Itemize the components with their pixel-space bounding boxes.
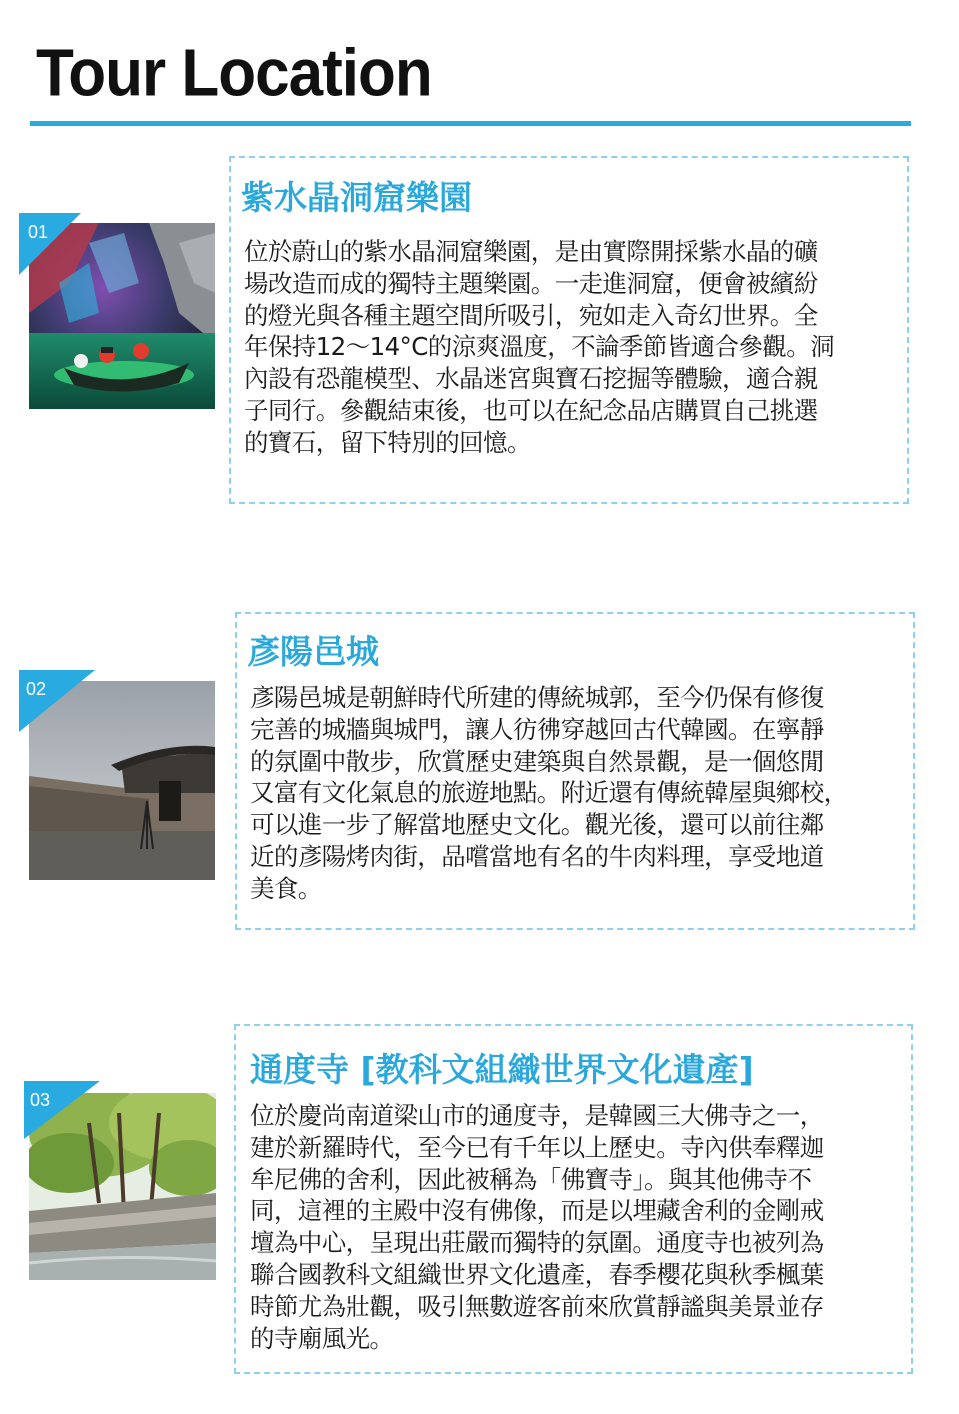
description-line: 完善的城牆與城門，讓人彷彿穿越回古代韓國。在寧靜: [250, 714, 824, 744]
description-line: 彥陽邑城是朝鮮時代所建的傳統城郭，至今仍保有修復: [250, 683, 824, 712]
location-name: 彥陽邑城: [247, 632, 379, 671]
description-line: 的氛圍中散步，欣賞歷史建築與自然景觀，是一個悠閒: [250, 746, 824, 776]
location-description: [244, 236, 904, 459]
number-label: 02: [26, 679, 47, 699]
description-line: 的寶石，留下特別的回憶。: [244, 427, 531, 457]
description-line: 年保持12～14°C的涼爽溫度，不論季節皆適合參觀。洞: [244, 332, 835, 362]
description-line: 牟尼佛的舍利，因此被稱為「佛寶寺」。與其他佛寺不: [250, 1164, 812, 1194]
location-name: 通度寺 [教科文組織世界文化遺產]: [250, 1050, 754, 1089]
description-line: 美食。: [250, 873, 322, 903]
location-description: [250, 1100, 910, 1354]
page-title: Tour Location: [36, 36, 432, 111]
description-line: 又富有文化氣息的旅遊地點。附近還有傳統韓屋與鄉校，: [250, 778, 848, 808]
location-name: 紫水晶洞窟樂園: [241, 178, 472, 217]
description-line: 子同行。參觀結束後，也可以在紀念品店購買自己挑選: [244, 395, 818, 425]
description-line: 場改造而成的獨特主題樂園。一走進洞窟，便會被繽紛: [244, 268, 818, 298]
description-line: 位於蔚山的紫水晶洞窟樂園，是由實際開採紫水晶的礦: [244, 237, 818, 266]
location-description: [250, 682, 910, 905]
description-line: 可以進一步了解當地歷史文化。觀光後，還可以前往鄰: [250, 810, 824, 840]
number-label: 01: [28, 222, 49, 242]
number-label: 03: [30, 1090, 51, 1110]
description-line: 同，這裡的主殿中沒有佛像，而是以埋藏舍利的金剛戒: [250, 1196, 824, 1226]
description-line: 位於慶尚南道梁山市的通度寺，是韓國三大佛寺之一，: [250, 1101, 824, 1130]
description-line: 建於新羅時代，至今已有千年以上歷史。寺內供奉釋迦: [250, 1132, 824, 1162]
description-line: 的寺廟風光。: [250, 1323, 394, 1353]
description-line: 聯合國教科文組織世界文化遺產，春季櫻花與秋季楓葉: [250, 1259, 824, 1289]
description-line: 壇為中心，呈現出莊嚴而獨特的氛圍。通度寺也被列為: [250, 1228, 824, 1258]
title-divider: [30, 121, 911, 126]
description-line: 近的彥陽烤肉街，品嚐當地有名的牛肉料理，享受地道: [250, 841, 824, 871]
description-line: 的燈光與各種主題空間所吸引，宛如走入奇幻世界。全: [244, 300, 818, 330]
description-line: 時節尤為壯觀，吸引無數遊客前來欣賞靜謐與美景並存: [250, 1291, 824, 1321]
description-line: 內設有恐龍模型、水晶迷宮與寶石挖掘等體驗，適合親: [244, 364, 818, 394]
